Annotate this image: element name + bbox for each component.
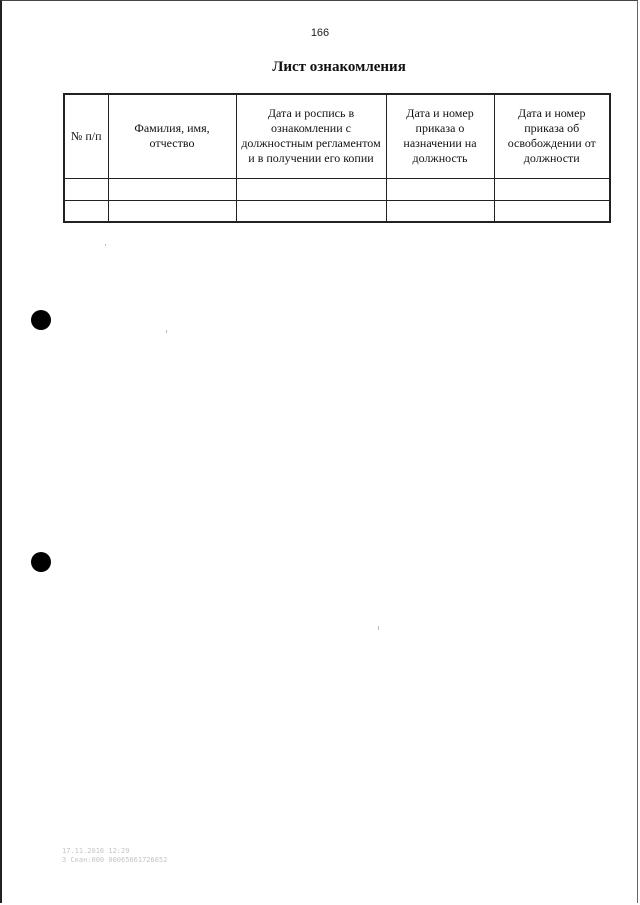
table-cell [64,178,108,200]
table-cell [108,178,236,200]
table-cell [236,200,386,222]
table-row [64,200,610,222]
header-full-name: Фамилия, имя, отчество [108,94,236,178]
table-cell [236,178,386,200]
table-cell [494,200,610,222]
header-ack-date-signature: Дата и роспись в ознакомлении с должностным регламентом и в получении его копии [236,94,386,178]
scan-speck [105,244,106,246]
scan-speck [378,626,379,630]
sheet-title: Лист ознакомления [272,59,406,75]
table-cell [108,200,236,222]
table-cell [386,200,494,222]
table-header-row [64,94,610,178]
table-cell [64,200,108,222]
scan-stamp-line-2: 3 Скан:000 00065661726652 [62,856,168,864]
acknowledgement-table [63,93,611,223]
punch-hole-bottom [31,552,51,572]
header-appointment-order: Дата и номер приказа о назначении на должность [386,94,494,178]
table-cell [386,178,494,200]
scan-speck [166,330,167,333]
header-number: № п/п [64,94,108,178]
header-dismissal-order: Дата и номер приказа об освобождении от должности [494,94,610,178]
table-cell [494,178,610,200]
page-number: 166 [310,27,330,39]
punch-hole-top [31,310,51,330]
table-row [64,178,610,200]
scan-stamp [62,847,167,865]
scan-stamp-line-1: 17.11.2016 12:29 [62,847,130,855]
